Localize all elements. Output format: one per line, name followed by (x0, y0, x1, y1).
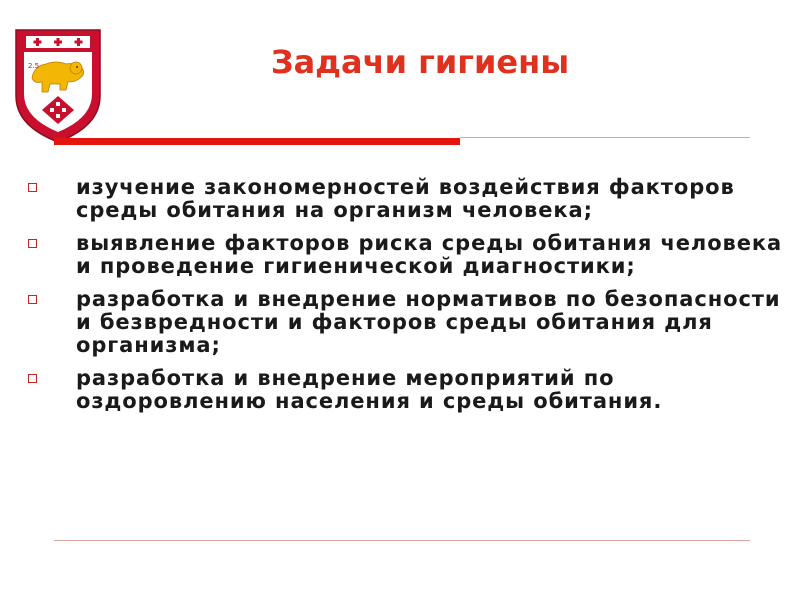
task-text: разработка и внедрение нормативов по безопасности и безвредности и факторов среды обитания для организма; (76, 287, 781, 357)
slide-title: Задачи гигиены (270, 43, 570, 81)
coat-of-arms-icon (10, 22, 106, 146)
list-item (28, 232, 788, 278)
title-divider-thin (460, 137, 750, 138)
title-divider-thick (54, 138, 460, 145)
square-bullet-icon (28, 239, 37, 248)
square-bullet-icon (28, 374, 37, 383)
task-text: изучение закономерностей воздействия факторов среды обитания на организм человека; (76, 175, 735, 222)
svg-text:2.5: 2.5 (28, 62, 40, 70)
square-bullet-icon (28, 295, 37, 304)
footer-divider (54, 540, 750, 541)
list-item (28, 288, 788, 357)
task-text: разработка и внедрение мероприятий по оздоровлению населения и среды обитания. (76, 366, 663, 413)
task-text: выявление факторов риска среды обитания человека и проведение гигиенической диагностики; (76, 231, 783, 278)
square-bullet-icon (28, 183, 37, 192)
list-item (28, 176, 788, 222)
task-list (28, 176, 788, 423)
list-item (28, 367, 788, 413)
